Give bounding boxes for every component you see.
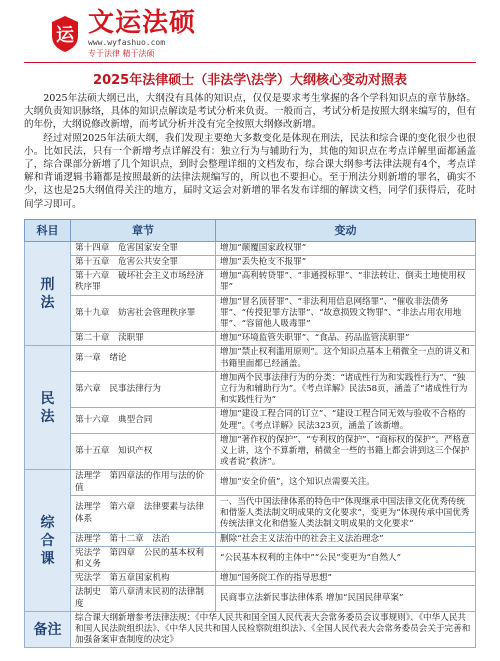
brand-slogan: 专于法律 精于法硕 xyxy=(88,49,155,58)
table-row xyxy=(25,295,476,332)
intro-paragraph-1: 2025年法硕大纲已出，大纲没有具体的知识点，仅仅是要求考生掌握的各个学科知识点的章节脉络。大纲负责知识脉络，具体的知识点解读是考试分析来负责。一般而言，考试分析是按照大纲来编写的，但有的年份，大纲说修改新增，而考试分析并没有完全按照大纲修改新增。 xyxy=(24,93,476,131)
table-row xyxy=(25,433,476,470)
chapter-cell: 法理学 第六章 法律要素与法律体系 xyxy=(71,495,216,532)
table-row xyxy=(25,241,476,255)
chapter-cell: 第十六章 破坏社会主义市场经济秩序罪 xyxy=(71,270,216,295)
change-cell: 增加“禁止权利滥用原则”。这个知识点基本上稍微全一点的讲义和书籍里面都已经涵盖。 xyxy=(216,346,476,371)
subject-civil-law: 民 法 xyxy=(25,346,71,470)
change-cell: 增加“颠覆国家政权罪” xyxy=(216,241,476,255)
change-cell: 增加“高利转贷罪”、“非通授标罪”、“非法转让、倒卖土地使用权罪” xyxy=(216,270,476,295)
change-cell: 增加“丢失枪支不报罪” xyxy=(216,256,476,270)
brand-logo-icon xyxy=(48,14,82,54)
brand-url: www.wyfashuo.com xyxy=(88,38,166,47)
table-row xyxy=(25,470,476,495)
change-cell: 民商事立法新民事法律体系 增加“民国民律草案” xyxy=(216,586,476,611)
subject-criminal-law: 刑 法 xyxy=(25,241,71,346)
chapter-cell: 法制史 第八章清末民初的法律制度 xyxy=(71,586,216,611)
change-cell: 增加“著作权的保护”、“专利权的保护”、“商标权的保护”。严格意义上讲，这个不算新增，稍微全一些的书籍上都会讲到这三个保护或者说“救济”。 xyxy=(216,433,476,470)
chapter-cell: 第二十章 渎职罪 xyxy=(71,332,216,346)
table-row xyxy=(25,572,476,586)
chapter-cell: 法理学 第十二章 法治 xyxy=(71,532,216,546)
table-row xyxy=(25,611,476,648)
table-row xyxy=(25,270,476,295)
chapter-cell: 法理学 第四章法的作用与法的价值 xyxy=(71,470,216,495)
chapter-cell: 第十五章 知识产权 xyxy=(71,433,216,470)
chapter-cell: 第一章 绪论 xyxy=(71,346,216,371)
table-row xyxy=(25,408,476,433)
change-cell: 增加“环境监管失职罪”、“食品、药品监管渎职罪” xyxy=(216,332,476,346)
header-change: 变动 xyxy=(216,219,476,241)
chapter-cell: 第十六章 典型合同 xyxy=(71,408,216,433)
svg-text:运: 运 xyxy=(56,25,74,46)
change-table xyxy=(24,219,476,649)
chapter-cell: 宪法学 第五章国家机构 xyxy=(71,572,216,586)
change-cell: 增加“安全价值”，这个知识点需要关注。 xyxy=(216,470,476,495)
intro-paragraph-2: 经过对照2025年法硕大纲，我们发现主要绝大多数变化是体现在刑法，民法和综合课的变化很少也很小。比如民法，只有一个新增考点详解没有：独立行为与辅助行为，其他的知识点在考点详解里面都涵盖了，综合课部分新增了几个知识点，到时会整理详细的文档发布，综合课大纲参考法律法规有4个，考点详解和背诵逻辑书籍都是按照最新的法律法规编写的，所以也不要担心。至于刑法分则新增的罪名，确实不少，这也是25大纲值得关注的地方，届时文运会对新增的罪名发布详细的解读文档，同学们获得后，花时间学习即可。 xyxy=(24,132,476,210)
header-subject: 科目 xyxy=(25,219,71,241)
chapter-cell: 第十四章 危害国家安全罪 xyxy=(71,241,216,255)
change-cell: 增加“冒名顶替罪”、“非法利用信息网络罪”、“催收非法债务罪”、“传授犯罪方法罪”、“故意损毁文物罪”、“非法占用农用地罪”、“容留他人吸毒罪” xyxy=(216,295,476,332)
table-row xyxy=(25,586,476,611)
subject-general-course: 综 合 课 xyxy=(25,470,71,611)
change-cell: 增加两个民事法律行为的分类：“诸成性行为和实践性行为”、“独立行为和辅助行为”。《考点详解》民法58页，涵盖了“诸成性行为和实践性行为” xyxy=(216,371,476,408)
chapter-cell: 第六章 民事法律行为 xyxy=(71,371,216,408)
header xyxy=(24,6,476,63)
table-row xyxy=(25,256,476,270)
document-title: 2025年法律硕士（非法学\法学）大纲核心变动对照表 xyxy=(93,73,407,88)
change-cell: 增加“建设工程合同的订立”、“建设工程合同无效与验收不合格的处理”。《考点详解》民法323页，涵盖了该新增。 xyxy=(216,408,476,433)
change-cell: “公民基本权利的主体中”“公民”变更为“自然人” xyxy=(216,546,476,571)
table-header-row xyxy=(25,219,476,241)
brand-block xyxy=(88,9,196,59)
table-row xyxy=(25,546,476,571)
table-row xyxy=(25,371,476,408)
header-chapter: 章节 xyxy=(71,219,216,241)
table-row xyxy=(25,495,476,532)
brand-name: 文运法硕 xyxy=(88,8,197,38)
subject-note: 备注 xyxy=(25,611,71,648)
chapter-cell: 宪法学 第四章 公民的基本权利和义务 xyxy=(71,546,216,571)
change-cell: 增加“国务院工作的指导思想” xyxy=(216,572,476,586)
table-row xyxy=(25,532,476,546)
change-cell: 删除“社会主义法治中的社会主义法治理念” xyxy=(216,532,476,546)
note-cell: 综合课大纲新增参考法律法规：《中华人民共和国全国人民代表大会常务委员会议事规则》、《中华人民共和国人民法院组织法》、《中华人民共和国人民检察院组织法》、《全国人民代表大会常务委员会关于完善和加强备案审查制度的决定》 xyxy=(71,611,476,648)
change-cell: 一、当代中国法律体系的特色中“体现继承中国法律文化优秀传统和借鉴人类法制文明成果的文化要求”，变更为“体现传承中国优秀传统法律文化和借鉴人类法制文明成果的文化要求” xyxy=(216,495,476,532)
table-row xyxy=(25,346,476,371)
chapter-cell: 第十九章 妨害社会管理秩序罪 xyxy=(71,295,216,332)
chapter-cell: 第十五章 危害公共安全罪 xyxy=(71,256,216,270)
table-row xyxy=(25,332,476,346)
